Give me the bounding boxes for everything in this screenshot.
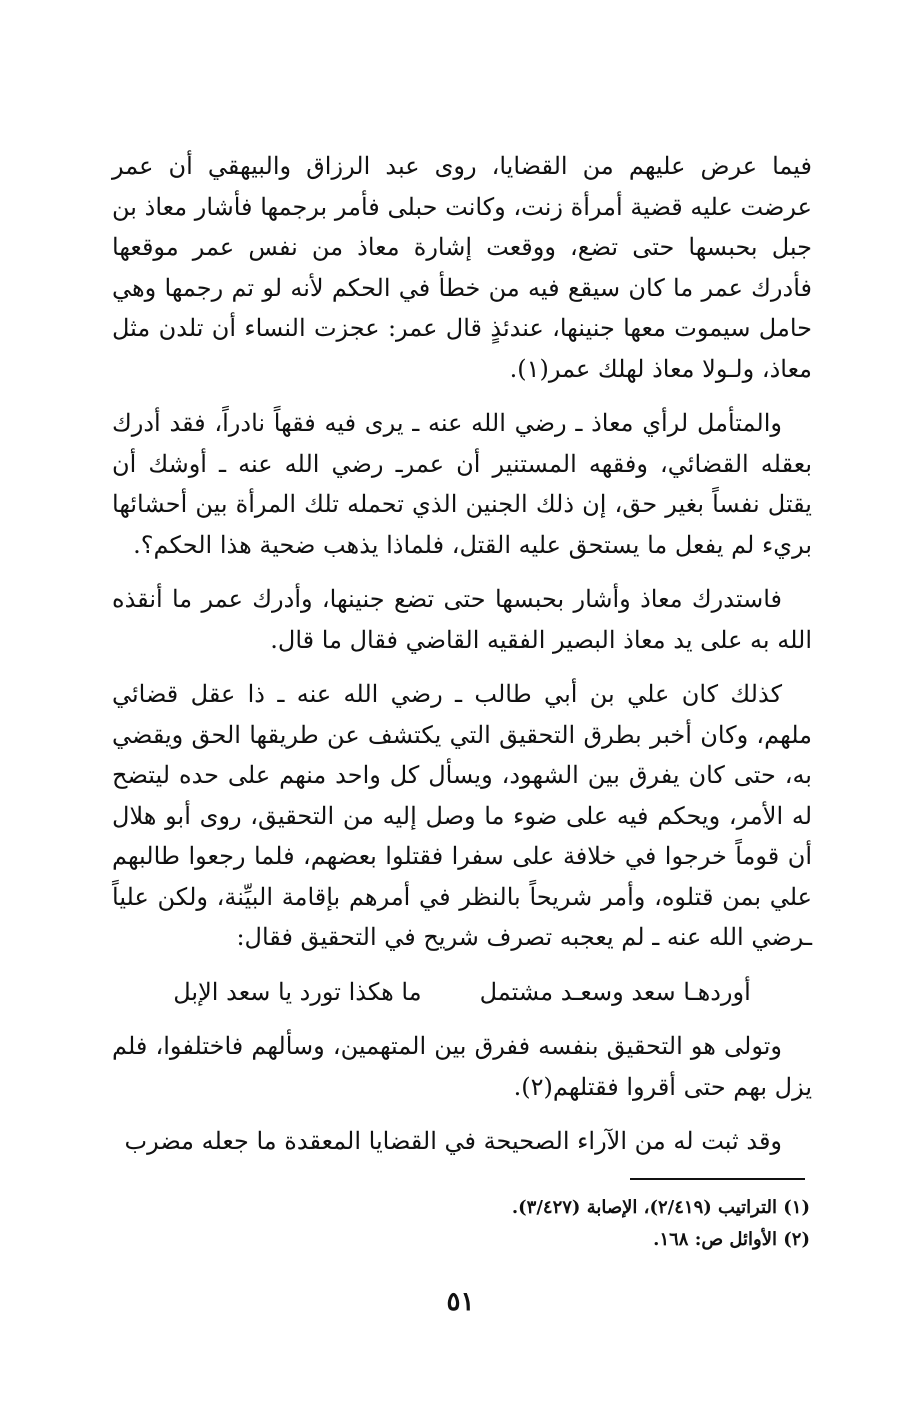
paragraph-6: وقد ثبت له من الآراء الصحيحة في القضايا المعقدة ما جعله مضرب bbox=[124, 1127, 782, 1155]
main-text bbox=[112, 146, 812, 1176]
paragraph-2: والمتأمل لرأي معاذ ـ رضي الله عنه ـ يرى فيه فقهاً نادراً، فقد أدرك بعقله القضائي، وفقهه المستنير أن عمرـ رضي الله عنه ـ أوشك أن يقتل نفساً بغير حق، إن ذلك الجنين الذي تحمله تلك المرأة بين أحشائها بريء لم يفعل ما يستحق عليه القتل، فلماذا يذهب ضحية هذا الحكم؟. bbox=[112, 409, 812, 559]
footnotes bbox=[400, 1192, 810, 1256]
page-number: ٥١ bbox=[446, 1287, 475, 1317]
poetry-verse bbox=[112, 972, 812, 1013]
footnote-divider bbox=[630, 1178, 805, 1180]
footnote-1: (١) التراتيب (٢/٤١٩)، الإصابة (٣/٤٢٧). bbox=[511, 1197, 810, 1218]
paragraph-5: وتولى هو التحقيق بنفسه ففرق بين المتهمين، وسألهم فاختلفوا، فلم يزل بهم حتى أقروا فقتلهم(٢). bbox=[112, 1032, 812, 1101]
paragraph-1: فيما عرض عليهم من القضايا، روى عبد الرزاق والبيهقي أن عمر عرضت عليه قضية أمرأة زنت، وكانت حبلى فأمر برجمها فأشار معاذ بن جبل بحبسها حتى تضع، ووقعت إشارة معاذ من نفس عمر موقعها فأدرك عمر ما كان سيقع فيه من خطأ في الحكم لأنه لو تم رجمها وهي حامل سيموت معها جنينها، عندئذٍ قال عمر: عجزت النساء أن تلدن مثل معاذ، ولـولا معاذ لهلك عمر(١). bbox=[112, 152, 812, 383]
paragraph-3: فاستدرك معاذ وأشار بحبسها حتى تضع جنينها، وأدرك عمر ما أنقذه الله به على يد معاذ البصير الفقيه القاضي فقال ما قال. bbox=[112, 585, 812, 654]
verse-first-hemistich: أوردهـا سعد وسعـد مشتمل bbox=[479, 977, 751, 1006]
footnote-2: (٢) الأوائل ص: ١٦٨. bbox=[653, 1229, 810, 1250]
paragraph-4: كذلك كان علي بن أبي طالب ـ رضي الله عنه ـ ذا عقل قضائي ملهم، وكان أخبر بطرق التحقيق التي يكتشف عن طريقها الحق ويقضي به، حتى كان يفرق بين الشهود، ويسأل كل واحد منهم على حده ليتضح له الأمر، ويحكم فيه على ضوء ما وصل إليه من التحقيق، روى أبو هلال أن قوماً خرجوا في خلافة على سفرا فقتلوا بعضهم، فلما رجعوا طالبهم علي بمن قتلوه، وأمر شريحاً بالنظر في أمرهم بإقامة البيِّنة، ولكن علياً ـرضي الله عنه ـ لم يعجبه تصرف شريح في التحقيق فقال: bbox=[112, 680, 812, 951]
verse-second-hemistich: ما هكذا تورد يا سعد الإبل bbox=[173, 977, 422, 1006]
